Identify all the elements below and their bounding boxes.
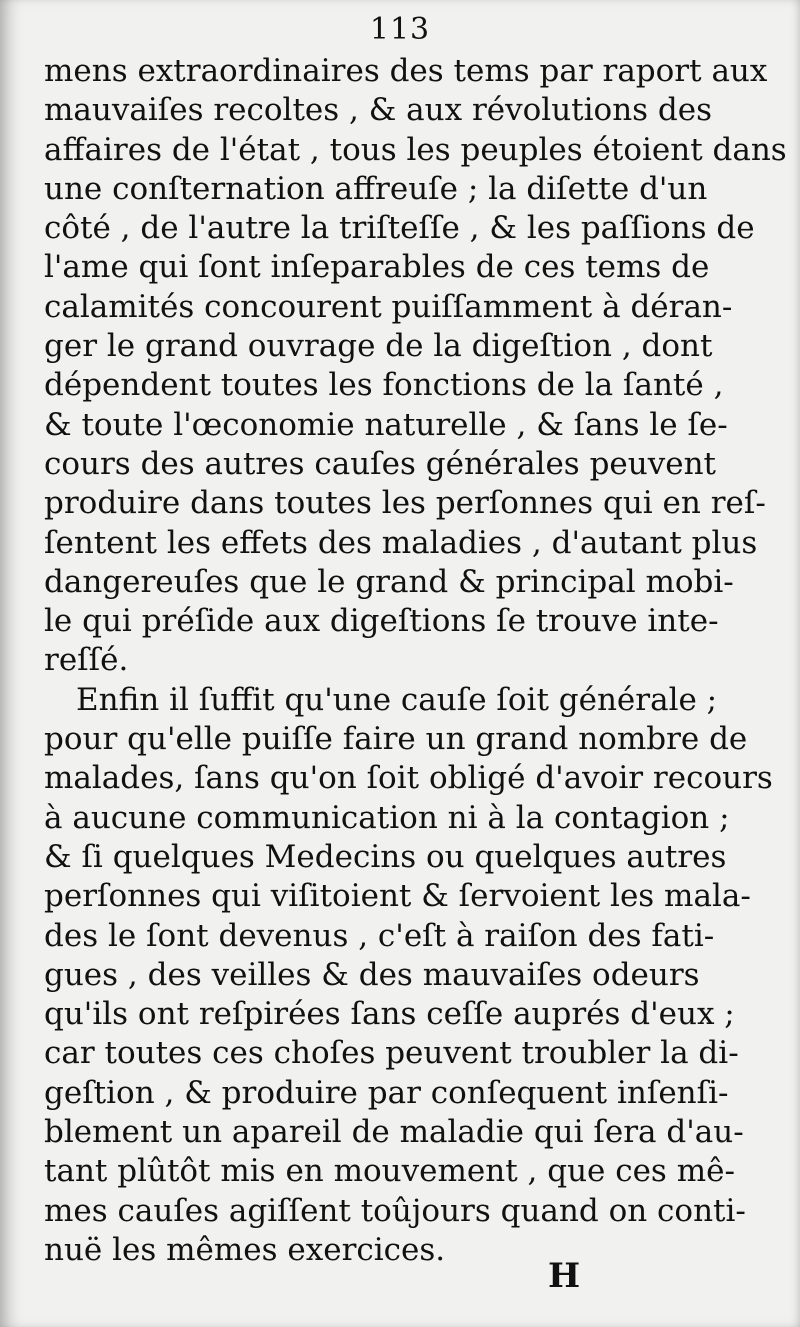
text-line: affaires de l'état , tous les peuples étoient dans <box>44 131 787 168</box>
text-line: calamités concourent puiſſamment à déran- <box>44 288 733 325</box>
text-line: reſſé. <box>44 642 129 679</box>
text-line: gues , des veilles & des mauvaiſes odeurs <box>44 956 700 993</box>
text-line: & ſi quelques Medecins ou quelques autres <box>44 838 727 875</box>
text-line: Enfin il ſuffit qu'une cauſe ſoit générale ; <box>76 681 718 718</box>
signature-mark: H <box>548 1256 581 1296</box>
text-line: des le ſont devenus , c'eſt à raiſon des fati- <box>44 917 715 954</box>
text-line: côté , de l'autre la triſteſſe , & les paſſions de <box>44 210 755 247</box>
text-line: tant plûtôt mis en mouvement , que ces mê- <box>44 1153 735 1190</box>
text-line: nuë les mêmes exercices. <box>44 1231 446 1268</box>
text-line: à aucune communication ni à la contagion ; <box>44 799 730 836</box>
text-line: l'ame qui ſont inſeparables de ces tems de <box>44 249 710 286</box>
text-line: mes cauſes agiſſent toûjours quand on conti- <box>44 1192 746 1229</box>
text-line: blement un apareil de maladie qui ſera d'au- <box>44 1114 744 1151</box>
text-line: le qui préſide aux digeſtions ſe trouve inte- <box>44 603 719 640</box>
text-line: dangereuſes que le grand & principal mobi- <box>44 563 734 600</box>
text-line: qu'ils ont reſpirées ſans ceſſe auprés d'eux ; <box>44 996 735 1033</box>
text-line: une conſternation affreuſe ; la diſette d'un <box>44 170 708 207</box>
text-line: cours des autres cauſes générales peuvent <box>44 445 717 482</box>
text-line: mauvaiſes recoltes , & aux révolutions des <box>44 92 713 129</box>
text-line: geſtion , & produire par conſequent inſenſi- <box>44 1074 729 1111</box>
text-line: perſonnes qui viſitoient & ſervoient les mala- <box>44 878 751 915</box>
text-line: dépendent toutes les fonctions de la ſanté , <box>44 367 724 404</box>
text-line: ſentent les effets des maladies , d'autant plus <box>44 524 758 561</box>
text-line: malades, ſans qu'on ſoit obligé d'avoir recours <box>44 760 773 797</box>
text-line: pour qu'elle puiſſe faire un grand nombre de <box>44 721 748 758</box>
text-line: ger le grand ouvrage de la digeſtion , dont <box>44 328 713 365</box>
text-line: car toutes ces choſes peuvent troubler la di- <box>44 1035 739 1072</box>
text-line: & toute l'œconomie naturelle , & ſans le ſe- <box>44 406 728 443</box>
page-number: 113 <box>369 12 431 47</box>
body-text <box>44 52 787 1270</box>
text-line: produire dans toutes les perſonnes qui en reſ- <box>44 485 766 522</box>
text-line: mens extraordinaires des tems par raport aux <box>44 53 768 89</box>
